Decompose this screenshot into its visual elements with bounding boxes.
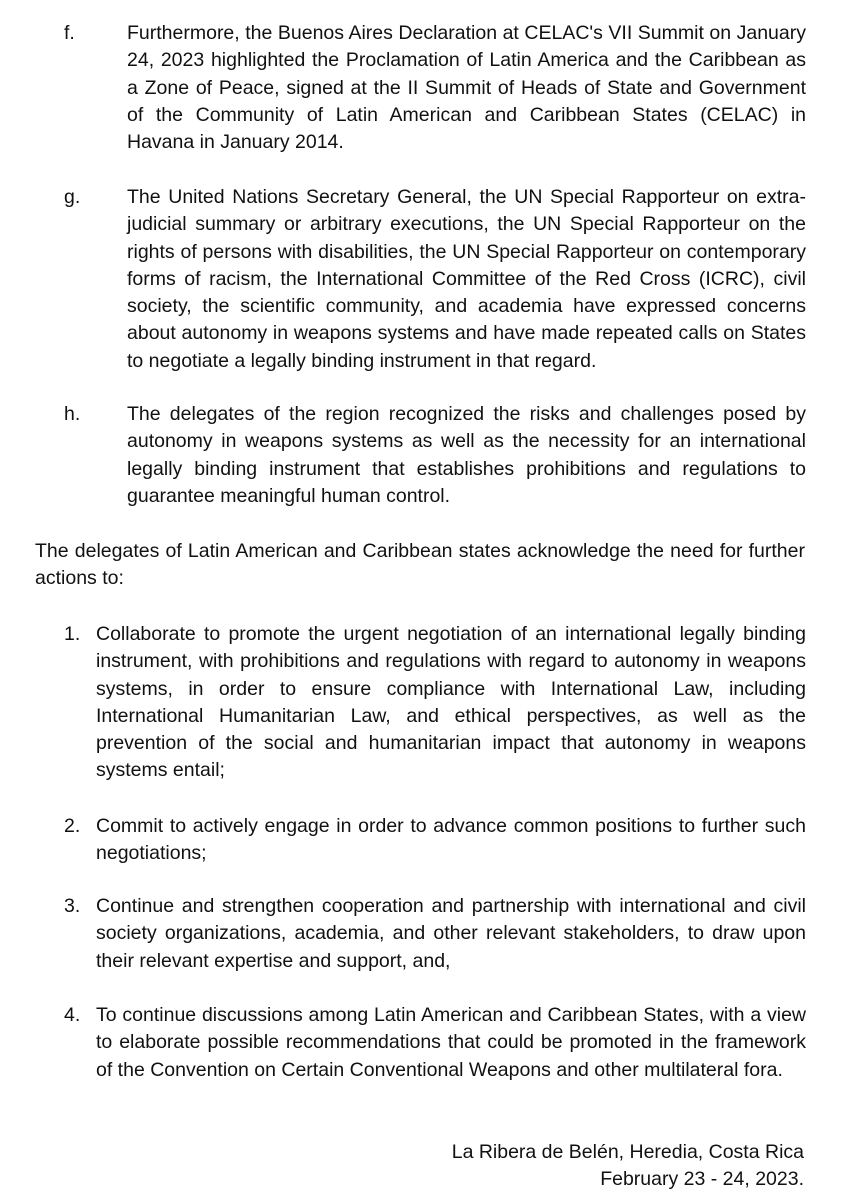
- numbered-item-4: [64, 1002, 806, 1084]
- item-marker: h.: [64, 403, 81, 425]
- lettered-item-f: [64, 20, 806, 156]
- signoff-place: La Ribera de Belén, Heredia, Costa Rica: [451, 1141, 804, 1163]
- signoff-date: February 23 - 24, 2023.: [600, 1168, 804, 1191]
- item-text: The United Nations Secretary General, the UN Special Rapporteur on extra-judicial summary or arbitrary executions, the UN Special Rapporteur on the rights of persons with disabilities, the UN Special Rapporteur on contemporary forms of racism, the International Committee of the Red Cross (ICRC), civil society, the scientific community, and academia have expressed concerns about autonomy in weapons systems and have made repeated calls on States to negotiate a legally binding instrument in that regard.: [127, 186, 806, 372]
- item-marker: 4.: [64, 1004, 81, 1026]
- numbered-item-2: [64, 813, 806, 868]
- item-marker: 3.: [64, 895, 81, 917]
- item-marker: g.: [64, 186, 81, 208]
- signoff-block: [304, 1139, 804, 1194]
- item-text: Commit to actively engage in order to advance common positions to further such negotiations;: [96, 815, 806, 865]
- numbered-item-1: [64, 621, 806, 785]
- item-text: Continue and strengthen cooperation and partnership with international and civil society organizations, academia, and other relevant stakeholders, to draw upon their relevant expertise and support, and,: [96, 895, 806, 972]
- item-text: Furthermore, the Buenos Aires Declaration at CELAC's VII Summit on January 24, 2023 highlighted the Proclamation of Latin America and the Caribbean as a Zone of Peace, signed at the II Summit of Heads of State and Government of the Community of Latin American and Caribbean States (CELAC) in Havana in January 2014.: [127, 22, 806, 154]
- item-text: The delegates of the region recognized the risks and challenges posed by autonomy in weapons systems as well as the necessity for an international legally binding instrument that establishes prohibitions and regulations to guarantee meaningful human control.: [127, 403, 806, 507]
- item-marker: 2.: [64, 815, 81, 837]
- numbered-item-3: [64, 893, 806, 975]
- item-marker: 1.: [64, 623, 81, 645]
- lettered-item-h: [64, 401, 806, 510]
- item-marker: f.: [64, 22, 75, 44]
- lettered-item-g: [64, 184, 806, 375]
- item-text: To continue discussions among Latin American and Caribbean States, with a view to elaborate possible recommendations that could be promoted in the framework of the Convention on Certain Conventional Weapons and other multilateral fora.: [96, 1004, 806, 1081]
- intro-paragraph: The delegates of Latin American and Caribbean states acknowledge the need for further actions to:: [35, 540, 805, 590]
- item-text: Collaborate to promote the urgent negotiation of an international legally binding instrument, with prohibitions and regulations with regard to autonomy in weapons systems, in order to ensure compliance with International Law, including International Humanitarian Law, and ethical perspectives, as well as the prevention of the social and humanitarian impact that autonomy in weapons systems entail;: [96, 623, 806, 782]
